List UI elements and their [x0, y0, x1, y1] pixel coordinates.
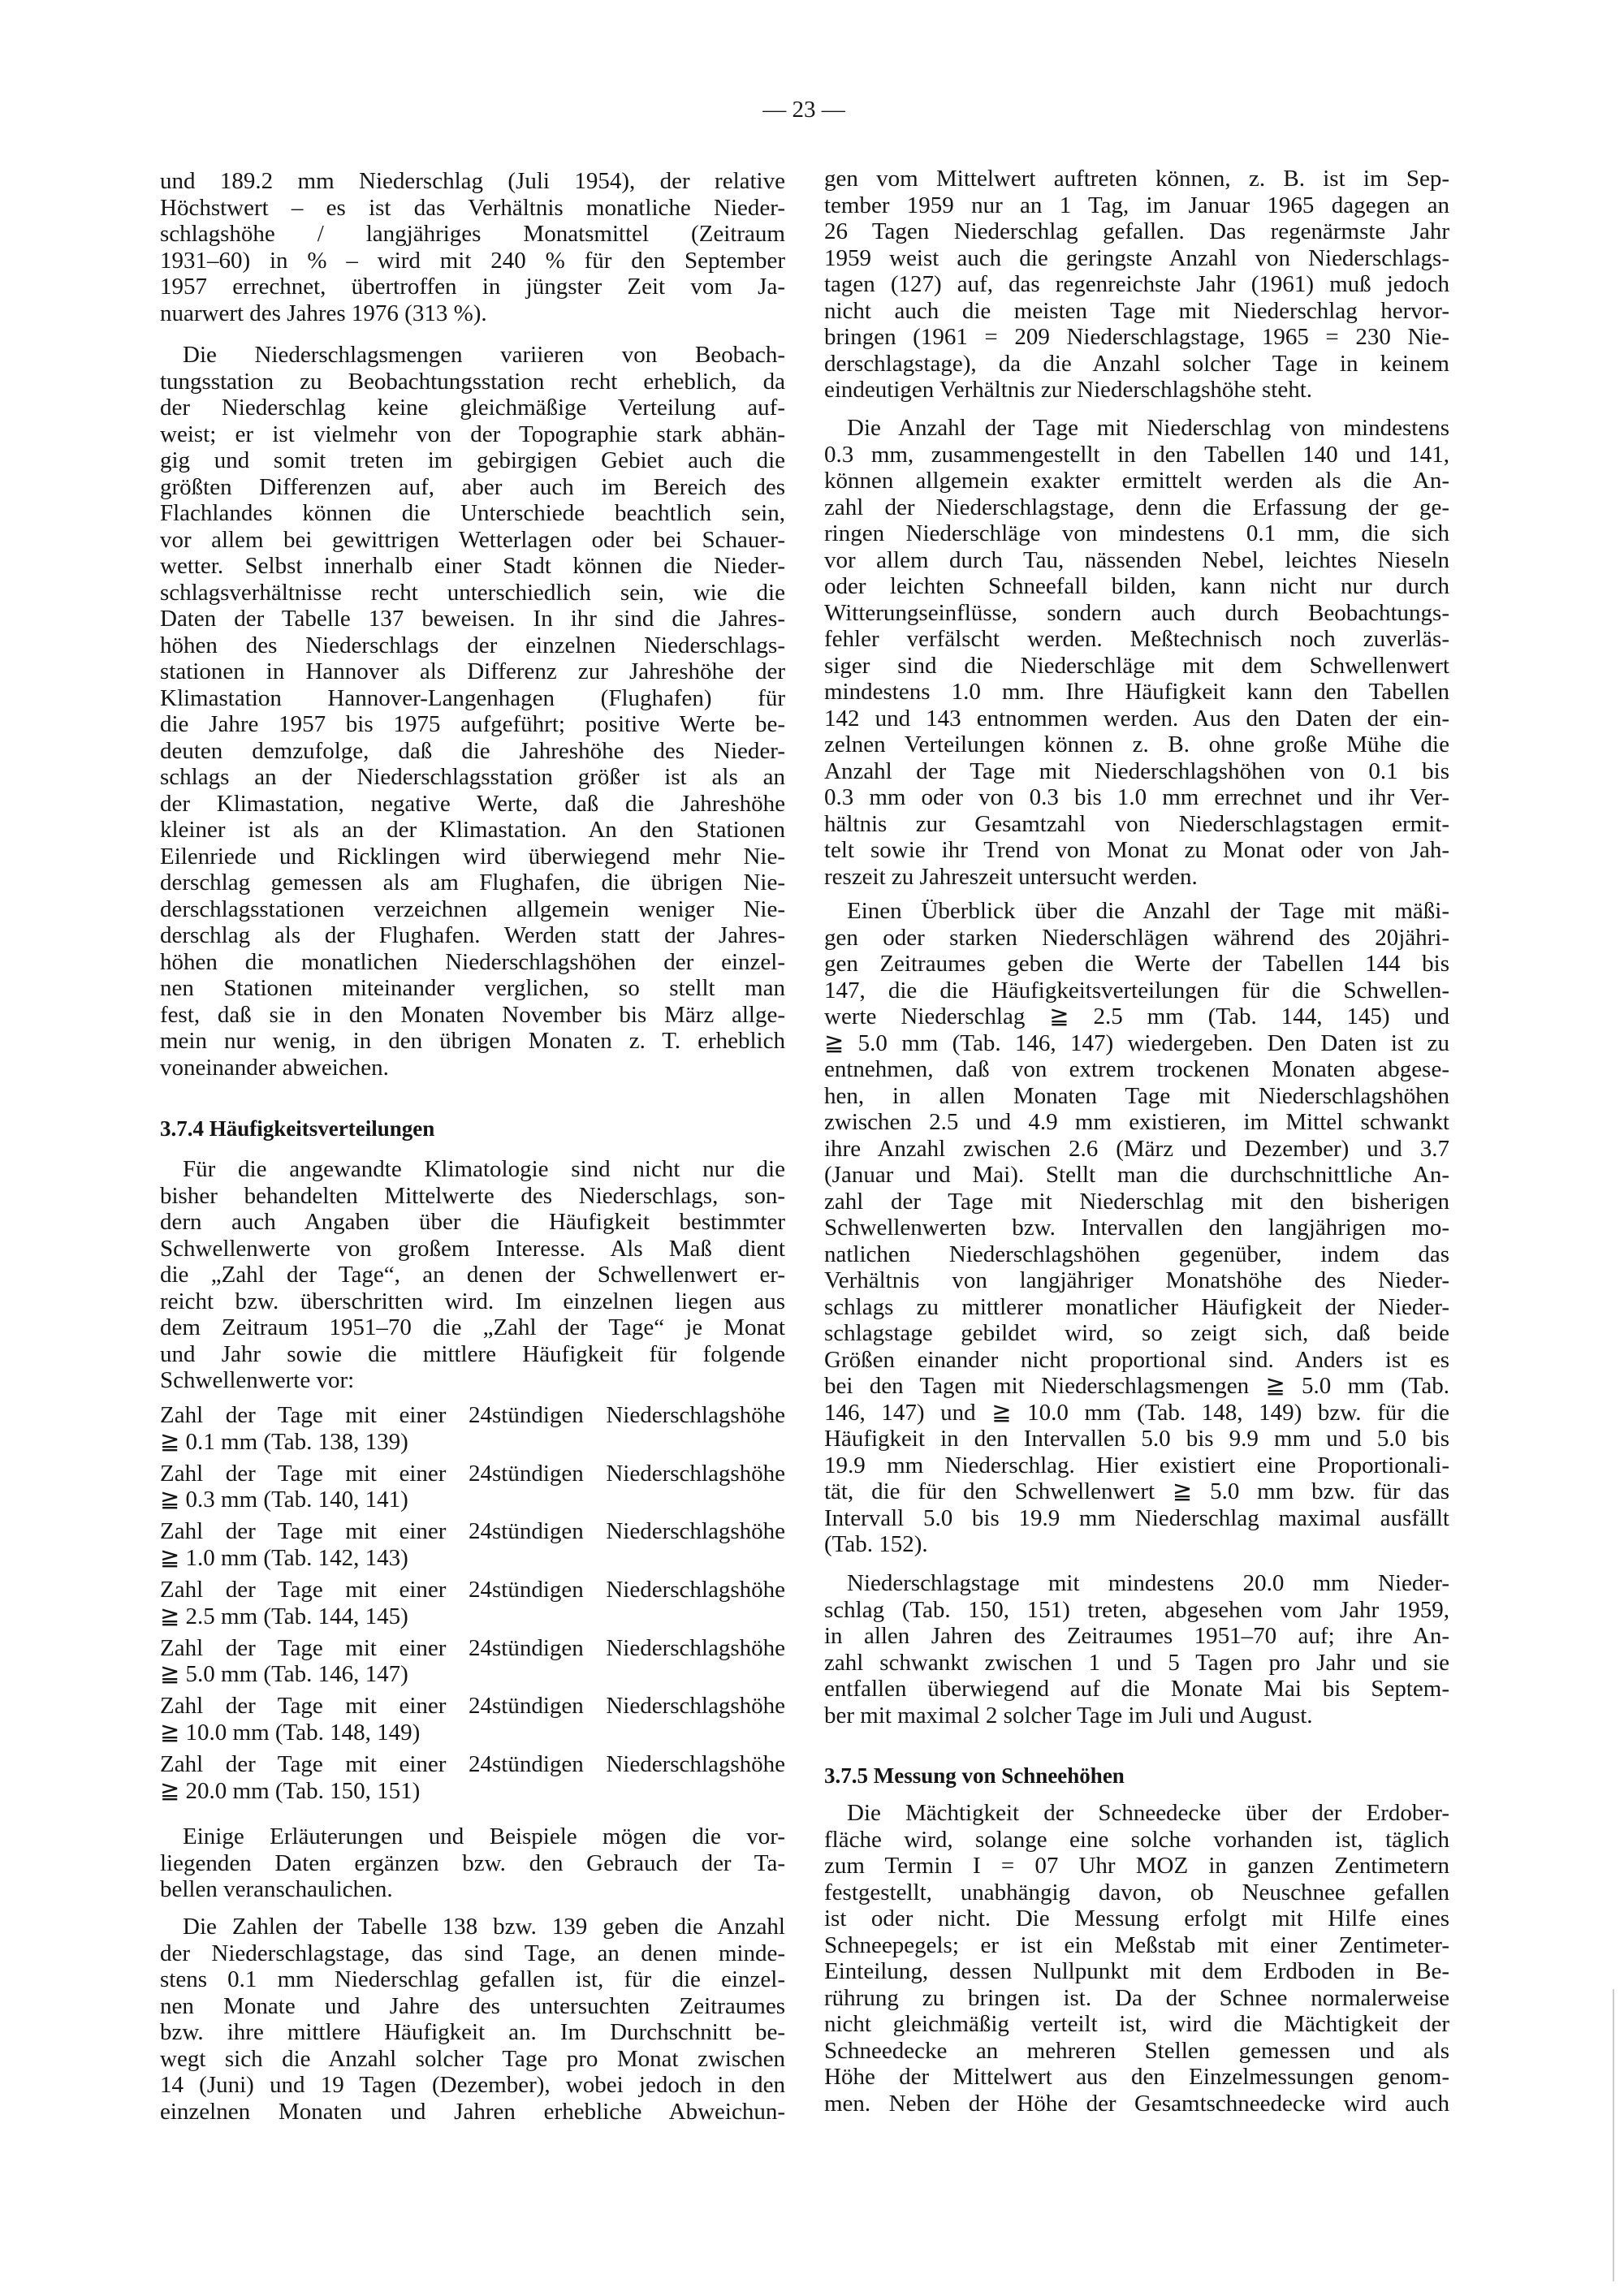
text-line: ber mit maximal 2 solcher Tage im Juli und August.	[824, 1702, 1313, 1728]
text-line: höhen des Niederschlags der einzelnen Niederschlags-	[160, 632, 785, 658]
text-line: mein nur wenig, in den übrigen Monaten z. T. erheblich	[160, 1028, 785, 1054]
text-line: fehler verfälscht werden. Meßtechnisch noch zuverläs-	[824, 626, 1449, 652]
text-line: Höchstwert – es ist das Verhältnis monatliche Nieder-	[160, 194, 785, 221]
text-line: Schwellenwerten bzw. Intervallen den langjährigen mo-	[824, 1215, 1449, 1241]
text-line: Schneedecke an mehreren Stellen gemessen und als	[824, 2037, 1449, 2064]
text-line: werte Niederschlag ≧ 2.5 mm (Tab. 144, 145) und	[824, 1003, 1449, 1029]
text-line: derschlagstage), da die Anzahl solcher Tage in keinem	[824, 350, 1449, 377]
text-line: Flachlandes können die Unterschiede beachtlich sein,	[160, 500, 785, 526]
text-line: nuarwert des Jahres 1976 (313 %).	[160, 300, 487, 326]
right-column	[824, 0, 1449, 2296]
text-line: Die Niederschlagsmengen variieren von Beobach-	[183, 342, 785, 368]
text-line: Intervall 5.0 bis 19.9 mm Niederschlag maximal ausfällt	[824, 1504, 1449, 1531]
text-line: entnehmen, daß von extrem trockenen Monaten abgese-	[824, 1056, 1449, 1082]
text-line: der Niederschlagstage, das sind Tage, an denen minde-	[160, 1940, 785, 1966]
text-line: hältnis zur Gesamtzahl von Niederschlagstagen ermit-	[824, 810, 1449, 837]
text-line: ≧ 0.3 mm (Tab. 140, 141)	[160, 1487, 408, 1513]
text-line: der Klimastation, negative Werte, daß die Jahreshöhe	[160, 790, 785, 817]
text-line: Größen einander nicht proportional sind. Anders ist es	[824, 1346, 1449, 1373]
text-line: oder leichten Schneefall bilden, kann nicht nur durch	[824, 573, 1449, 599]
paragraph	[160, 1156, 785, 1394]
text-line: Klimastation Hannover-Langenhagen (Flughafen) für	[160, 684, 785, 711]
paragraph	[824, 166, 1449, 404]
text-line: gig und somit treten im gebirgigen Gebiet auch die	[160, 447, 785, 473]
text-line: derschlagsstationen verzeichnen allgemein weniger Nie-	[160, 896, 785, 922]
text-line: 26 Tagen Niederschlag gefallen. Das regenärmste Jahr	[824, 218, 1449, 244]
text-line: entfallen überwiegend auf die Monate Mai bis Septem-	[824, 1676, 1449, 1702]
paragraph	[824, 415, 1449, 890]
text-line: liegenden Daten ergänzen bzw. den Gebrauch der Ta-	[160, 1849, 785, 1876]
text-line: höhen die monatlichen Niederschlagshöhen der einzel-	[160, 948, 785, 975]
text-line: 0.3 mm oder von 0.3 bis 1.0 mm errechnet und ihr Ver-	[824, 784, 1449, 810]
text-line: Schwellenwerte vor:	[160, 1367, 355, 1393]
text-line: Verhältnis von langjähriger Monatshöhe des Nieder-	[824, 1267, 1449, 1293]
text-line: zahl der Niederschlagstage, denn die Erfassung der ge-	[824, 494, 1449, 520]
text-line: (Januar und Mai). Stellt man die durchschnittliche An-	[824, 1162, 1449, 1188]
text-line: der Niederschlag keine gleichmäßige Verteilung auf-	[160, 395, 785, 421]
text-line: 14 (Juni) und 19 Tagen (Dezember), wobei jedoch in den	[160, 2072, 785, 2098]
text-line: derschlag als der Flughafen. Werden statt der Jahres-	[160, 922, 785, 948]
text-line: Zahl der Tage mit einer 24stündigen Niederschlagshöhe	[160, 1518, 785, 1545]
text-line: schlagstage gebildet wird, so zeigt sich, daß beide	[824, 1320, 1449, 1346]
text-line: ist oder nicht. Die Messung erfolgt mit Hilfe eines	[824, 1905, 1449, 1931]
text-line: und 189.2 mm Niederschlag (Juli 1954), der relative	[160, 168, 785, 194]
text-line: schlagshöhe / langjähriges Monatsmittel (Zeitraum	[160, 221, 785, 247]
text-line: zum Termin I = 07 Uhr MOZ in ganzen Zentimetern	[824, 1853, 1449, 1879]
text-line: Die Mächtigkeit der Schneedecke über der Erdober-	[847, 1800, 1449, 1826]
text-line: schlags zu mittlerer monatlicher Häufigkeit der Nieder-	[824, 1293, 1449, 1320]
text-line: zahl schwankt zwischen 1 und 5 Tagen pro Jahr und sie	[824, 1649, 1449, 1676]
text-line: schlags an der Niederschlagsstation größer ist als an	[160, 764, 785, 790]
text-line: zwischen 2.5 und 4.9 mm existieren, im Mittel schwankt	[824, 1109, 1449, 1135]
text-line: 142 und 143 entnommen werden. Aus den Daten der ein-	[824, 705, 1449, 732]
text-line: bzw. ihre mittlere Häufigkeit an. Im Durchschnitt be-	[160, 2019, 785, 2045]
text-line: dem Zeitraum 1951–70 die „Zahl der Tage“ je Monat	[160, 1314, 785, 1340]
text-line: zahl der Tage mit Niederschlag mit den bisherigen	[824, 1188, 1449, 1215]
text-line: nicht auch die meisten Tage mit Niederschlag hervor-	[824, 297, 1449, 324]
text-line: nicht gleichmäßig verteilt ist, wird die Mächtigkeit der	[824, 2011, 1449, 2037]
text-line: tember 1959 nur an 1 Tag, im Januar 1965 dagegen an	[824, 192, 1449, 218]
text-line: Häufigkeit in den Intervallen 5.0 bis 9.9 mm und 5.0 bis	[824, 1426, 1449, 1452]
text-line: weist; er ist vielmehr von der Topographie stark abhän-	[160, 421, 785, 447]
text-line: Zahl der Tage mit einer 24stündigen Niederschlagshöhe	[160, 1402, 785, 1428]
paragraph	[824, 898, 1449, 1558]
paragraph	[160, 1823, 785, 1903]
text-line: Witterungseinflüsse, sondern auch durch Beobachtungs-	[824, 599, 1449, 626]
text-line: Daten der Tabelle 137 beweisen. In ihr sind die Jahres-	[160, 606, 785, 632]
list-item	[160, 1402, 785, 1455]
text-line: Die Zahlen der Tabelle 138 bzw. 139 geben die Anzahl	[183, 1914, 785, 1940]
text-line: festgestellt, unabhängig davon, ob Neuschnee gefallen	[824, 1879, 1449, 1905]
text-line: 1957 errechnet, übertroffen in jüngster Zeit vom Ja-	[160, 274, 785, 300]
threshold-list	[160, 1402, 785, 1810]
text-line: fest, daß sie in den Monaten November bis März allge-	[160, 1001, 785, 1028]
text-line: gen oder starken Niederschlägen während des 20jähri-	[824, 924, 1449, 951]
text-line: reicht bzw. überschritten wird. Im einzelnen liegen aus	[160, 1288, 785, 1314]
text-line: stationen in Hannover als Differenz zur Jahreshöhe der	[160, 658, 785, 684]
text-line: bei den Tagen mit Niederschlagsmengen ≧ 5.0 mm (Tab.	[824, 1373, 1449, 1399]
text-line: Zahl der Tage mit einer 24stündigen Niederschlagshöhe	[160, 1693, 785, 1720]
text-line: tagen (127) auf, das regenreichste Jahr (1961) muß jedoch	[824, 271, 1449, 297]
text-line: reszeit zu Jahreszeit untersucht werden.	[824, 863, 1198, 890]
paragraph	[160, 168, 785, 326]
text-line: Für die angewandte Klimatologie sind nicht nur die	[183, 1156, 785, 1182]
text-line: gen Zeitraumes geben die Werte der Tabellen 144 bis	[824, 951, 1449, 977]
text-line: bringen (1961 = 209 Niederschlagstage, 1965 = 230 Nie-	[824, 324, 1449, 350]
section-heading	[160, 1116, 785, 1142]
text-line: hen, in allen Monaten Tage mit Niederschlagshöhen	[824, 1082, 1449, 1109]
text-line: 146, 147) und ≧ 10.0 mm (Tab. 148, 149) bzw. für die	[824, 1399, 1449, 1426]
text-line: bellen veranschaulichen.	[160, 1876, 393, 1902]
text-line: vor allem bei gewittrigen Wetterlagen oder bei Schauer-	[160, 526, 785, 553]
text-line: kleiner ist als an der Klimastation. An den Stationen	[160, 817, 785, 843]
text-line: voneinander abweichen.	[160, 1054, 389, 1081]
paragraph	[160, 342, 785, 1081]
list-item	[160, 1635, 785, 1688]
text-line: bisher behandelten Mittelwerte des Niederschlags, son-	[160, 1182, 785, 1209]
text-line: Zahl der Tage mit einer 24stündigen Niederschlagshöhe	[160, 1751, 785, 1778]
list-item	[160, 1693, 785, 1746]
text-line: ≧ 5.0 mm (Tab. 146, 147)	[160, 1661, 408, 1688]
text-line: Zahl der Tage mit einer 24stündigen Niederschlagshöhe	[160, 1634, 785, 1661]
paragraph	[160, 1914, 785, 2125]
text-line: Einige Erläuterungen und Beispiele mögen die vor-	[183, 1823, 785, 1849]
text-line: ≧ 5.0 mm (Tab. 146, 147) wiedergeben. Den Daten ist zu	[824, 1029, 1449, 1056]
list-item	[160, 1518, 785, 1571]
text-line: Zahl der Tage mit einer 24stündigen Niederschlagshöhe	[160, 1577, 785, 1603]
text-line: dern auch Angaben über die Häufigkeit bestimmter	[160, 1209, 785, 1235]
left-column	[160, 0, 785, 2296]
list-item	[160, 1751, 785, 1804]
text-line: zelnen Verteilungen können z. B. ohne große Mühe die	[824, 732, 1449, 757]
paragraph	[824, 1800, 1449, 2117]
text-line: Schneepegels; er ist ein Meßstab mit einer Zentimeter-	[824, 1931, 1449, 1958]
scan-edge-artifact	[1613, 1989, 1614, 2281]
text-line: Schwellenwerte von großem Interesse. Als Maß dient	[160, 1235, 785, 1262]
paragraph	[824, 1570, 1449, 1728]
text-line: (Tab. 152).	[824, 1531, 928, 1557]
text-line: in allen Jahren des Zeitraumes 1951–70 auf; ihre An-	[824, 1623, 1449, 1649]
text-line: stens 0.1 mm Niederschlag gefallen ist, für die einzel-	[160, 1966, 785, 1992]
text-line: nen Stationen miteinander verglichen, so stellt man	[160, 975, 785, 1001]
text-line: fläche wird, solange eine solche vorhanden ist, täglich	[824, 1826, 1449, 1853]
text-line: tungsstation zu Beobachtungsstation recht erheblich, da	[160, 368, 785, 395]
text-line: 147, die die Häufigkeitsverteilungen für die Schwellen-	[824, 977, 1449, 1003]
text-line: derschlag gemessen als am Flughafen, die übrigen Nie-	[160, 870, 785, 896]
text-line: men. Neben der Höhe der Gesamtschneedecke wird auch	[824, 2090, 1449, 2117]
text-line: größten Differenzen auf, aber auch im Bereich des	[160, 473, 785, 500]
text-line: nen Monate und Jahre des untersuchten Zeitraumes	[160, 1992, 785, 2019]
text-line: ≧ 20.0 mm (Tab. 150, 151)	[160, 1777, 421, 1804]
text-line: natlichen Niederschlagshöhen gegenüber, indem das	[824, 1241, 1449, 1267]
section-heading-text: 3.7.5 Messung von Schneehöhen	[824, 1763, 1125, 1788]
text-line: Die Anzahl der Tage mit Niederschlag von mindestens	[847, 415, 1449, 441]
text-line: schlag (Tab. 150, 151) treten, abgesehen vom Jahr 1959,	[824, 1596, 1449, 1623]
text-line: 19.9 mm Niederschlag. Hier existiert eine Proportionali-	[824, 1452, 1449, 1478]
text-line: 1931–60) in % – wird mit 240 % für den September	[160, 247, 785, 274]
text-line: ≧ 1.0 mm (Tab. 142, 143)	[160, 1544, 408, 1571]
list-item	[160, 1577, 785, 1629]
text-line: Anzahl der Tage mit Niederschlagshöhen von 0.1 bis	[824, 757, 1449, 784]
text-line: einzelnen Monaten und Jahren erhebliche Abweichun-	[160, 2098, 785, 2125]
page-number: — 23 —	[762, 97, 845, 123]
text-line: ringen Niederschläge von mindestens 0.1 mm, die sich	[824, 520, 1449, 546]
text-line: die Jahre 1957 bis 1975 aufgeführt; positive Werte be-	[160, 711, 785, 737]
text-line: die „Zahl der Tage“, an denen der Schwellenwert er-	[160, 1262, 785, 1288]
text-line: und Jahr sowie die mittlere Häufigkeit für folgende	[160, 1340, 785, 1367]
text-line: eindeutigen Verhältnis zur Niederschlagshöhe steht.	[824, 377, 1313, 403]
text-line: deuten demzufolge, daß die Jahreshöhe des Nieder-	[160, 737, 785, 764]
text-line: Niederschlagstage mit mindestens 20.0 mm Nieder-	[847, 1570, 1449, 1596]
text-line: mindestens 1.0 mm. Ihre Häufigkeit kann den Tabellen	[824, 679, 1449, 705]
text-line: Einen Überblick über die Anzahl der Tage mit mäßi-	[847, 898, 1449, 924]
text-line: vor allem durch Tau, nässenden Nebel, leichtes Nieseln	[824, 546, 1449, 573]
section-heading	[824, 1763, 1449, 1789]
section-heading-text: 3.7.4 Häufigkeitsverteilungen	[160, 1116, 435, 1141]
list-item	[160, 1461, 785, 1513]
text-line: tät, die für den Schwellenwert ≧ 5.0 mm bzw. für das	[824, 1478, 1449, 1504]
text-line: Höhe der Mittelwert aus den Einzelmessungen genom-	[824, 2064, 1449, 2090]
text-line: telt sowie ihr Trend von Monat zu Monat oder von Jah-	[824, 837, 1449, 863]
text-line: Eilenriede und Ricklingen wird überwiegend mehr Nie-	[160, 843, 785, 870]
text-line: siger sind die Niederschläge mit dem Schwellenwert	[824, 652, 1449, 679]
text-line: gen vom Mittelwert auftreten können, z. B. ist im Sep-	[824, 166, 1449, 192]
text-line: ≧ 2.5 mm (Tab. 144, 145)	[160, 1603, 408, 1629]
text-line: ihre Anzahl zwischen 2.6 (März und Dezember) und 3.7	[824, 1135, 1449, 1162]
text-line: 0.3 mm, zusammengestellt in den Tabellen 140 und 141,	[824, 441, 1449, 468]
text-line: ≧ 0.1 mm (Tab. 138, 139)	[160, 1428, 408, 1455]
text-line: können allgemein exakter ermittelt werden als die An-	[824, 468, 1449, 494]
text-line: ≧ 10.0 mm (Tab. 148, 149)	[160, 1719, 421, 1746]
text-line: rührung zu bringen ist. Da der Schnee normalerweise	[824, 1984, 1449, 2011]
text-line: Einteilung, dessen Nullpunkt mit dem Erdboden in Be-	[824, 1958, 1449, 1984]
text-line: Zahl der Tage mit einer 24stündigen Niederschlagshöhe	[160, 1460, 785, 1487]
text-line: wegt sich die Anzahl solcher Tage pro Monat zwischen	[160, 2045, 785, 2072]
text-line: schlagsverhältnisse recht unterschiedlich sein, wie die	[160, 579, 785, 606]
text-line: 1959 weist auch die geringste Anzahl von Niederschlags-	[824, 244, 1449, 271]
text-line: wetter. Selbst innerhalb einer Stadt können die Nieder-	[160, 553, 785, 579]
